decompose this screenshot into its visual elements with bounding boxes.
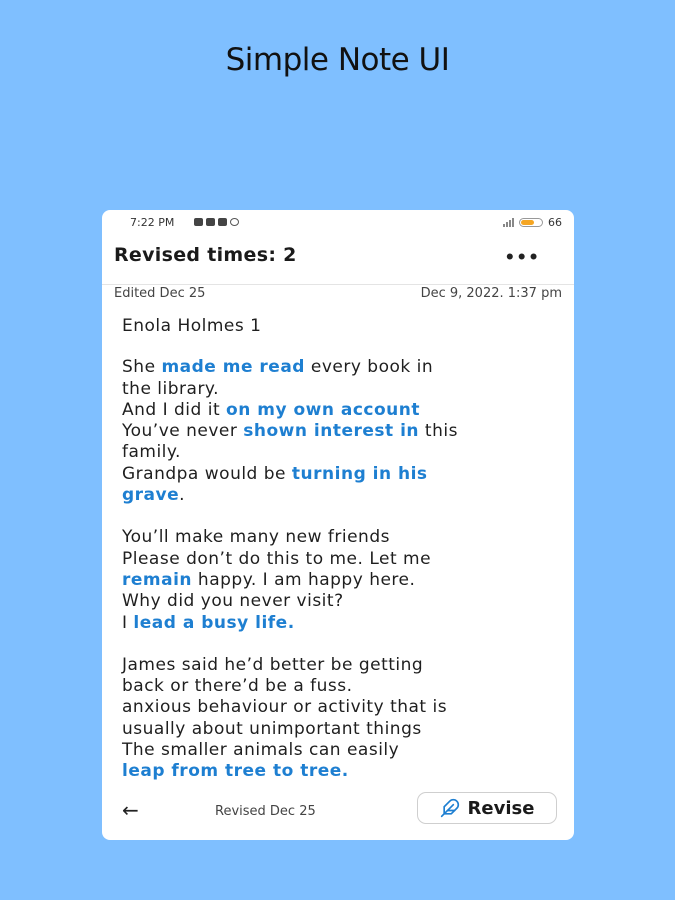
note-text: Please don’t do this to me. Let me [122, 548, 432, 569]
note-text: She [122, 357, 162, 378]
note-footer [102, 790, 574, 840]
note-line [122, 357, 562, 378]
note-text: usually about unimportant things [122, 718, 422, 739]
note-line [122, 613, 562, 634]
note-line [122, 591, 562, 612]
highlighted-phrase[interactable]: remain [122, 569, 193, 590]
note-paragraphs [122, 357, 562, 782]
highlighted-phrase[interactable]: made me read [161, 357, 305, 378]
notification-icons [194, 218, 239, 226]
note-line [122, 379, 562, 400]
highlighted-phrase[interactable]: on my own account [226, 399, 420, 420]
status-time: 7:22 PM [130, 216, 175, 229]
highlighted-phrase[interactable]: leap from tree to tree. [122, 761, 349, 782]
more-horizontal-icon[interactable]: ••• [504, 248, 540, 268]
feather-icon [440, 798, 460, 818]
highlighted-phrase[interactable]: turning in his [291, 463, 428, 484]
note-body[interactable] [122, 316, 562, 804]
note-text: You’ll make many new friends [122, 527, 390, 548]
note-line [122, 464, 562, 485]
notification-icon [194, 218, 203, 226]
hotspot-icon [230, 218, 239, 226]
status-right [503, 216, 562, 229]
signal-icon [503, 218, 514, 227]
phone-screen [102, 210, 574, 840]
banner-title: Simple Note UI [225, 42, 450, 78]
note-paragraph [122, 655, 562, 783]
created-timestamp: Dec 9, 2022. 1:37 pm [420, 286, 562, 301]
note-line [122, 697, 562, 718]
highlighted-phrase[interactable]: lead a busy life. [133, 612, 295, 633]
notification-icon [206, 218, 215, 226]
note-text: happy. I am happy here. [192, 569, 416, 590]
note-text: I [122, 612, 134, 633]
note-line [122, 527, 562, 548]
note-header [102, 236, 574, 285]
note-line [122, 719, 562, 740]
notification-icon [218, 218, 227, 226]
note-line [122, 400, 562, 421]
note-line [122, 740, 562, 761]
note-text: every book in [304, 357, 434, 378]
note-paragraph [122, 527, 562, 633]
status-bar [102, 210, 574, 236]
battery-percent: 66 [548, 216, 562, 229]
note-text: And I did it [122, 399, 227, 420]
note-text: Grandpa would be [122, 463, 292, 484]
note-text: the library. [122, 378, 219, 399]
note-line [122, 421, 562, 442]
note-line [122, 485, 562, 506]
note-line [122, 549, 562, 570]
note-text: . [179, 485, 186, 506]
note-text: You’ve never [122, 421, 244, 442]
note-line [122, 761, 562, 782]
note-text: family. [122, 442, 181, 463]
revise-label: Revise [467, 797, 535, 819]
note-line [122, 442, 562, 463]
note-text: Why did you never visit? [122, 591, 344, 612]
note-paragraph [122, 357, 562, 506]
note-line [122, 655, 562, 676]
arrow-left-icon[interactable]: ← [122, 798, 139, 822]
note-line [122, 676, 562, 697]
note-text: back or there’d be a fuss. [122, 676, 353, 697]
battery-icon [519, 218, 543, 227]
note-title: Enola Holmes 1 [122, 316, 262, 336]
note-text: James said he’d better be getting [122, 654, 424, 675]
revised-times-title: Revised times: 2 [114, 244, 297, 266]
note-text: anxious behaviour or activity that is [122, 697, 448, 718]
edited-date: Edited Dec 25 [114, 286, 206, 301]
note-line [122, 570, 562, 591]
revised-status: Revised Dec 25 [215, 804, 316, 819]
battery-fill [521, 220, 534, 225]
revise-button[interactable] [417, 792, 557, 824]
note-text: this [419, 421, 458, 442]
meta-row [102, 284, 574, 304]
note-text: The smaller animals can easily [122, 740, 400, 761]
highlighted-phrase[interactable]: grave [122, 485, 180, 506]
highlighted-phrase[interactable]: shown interest in [243, 421, 420, 442]
